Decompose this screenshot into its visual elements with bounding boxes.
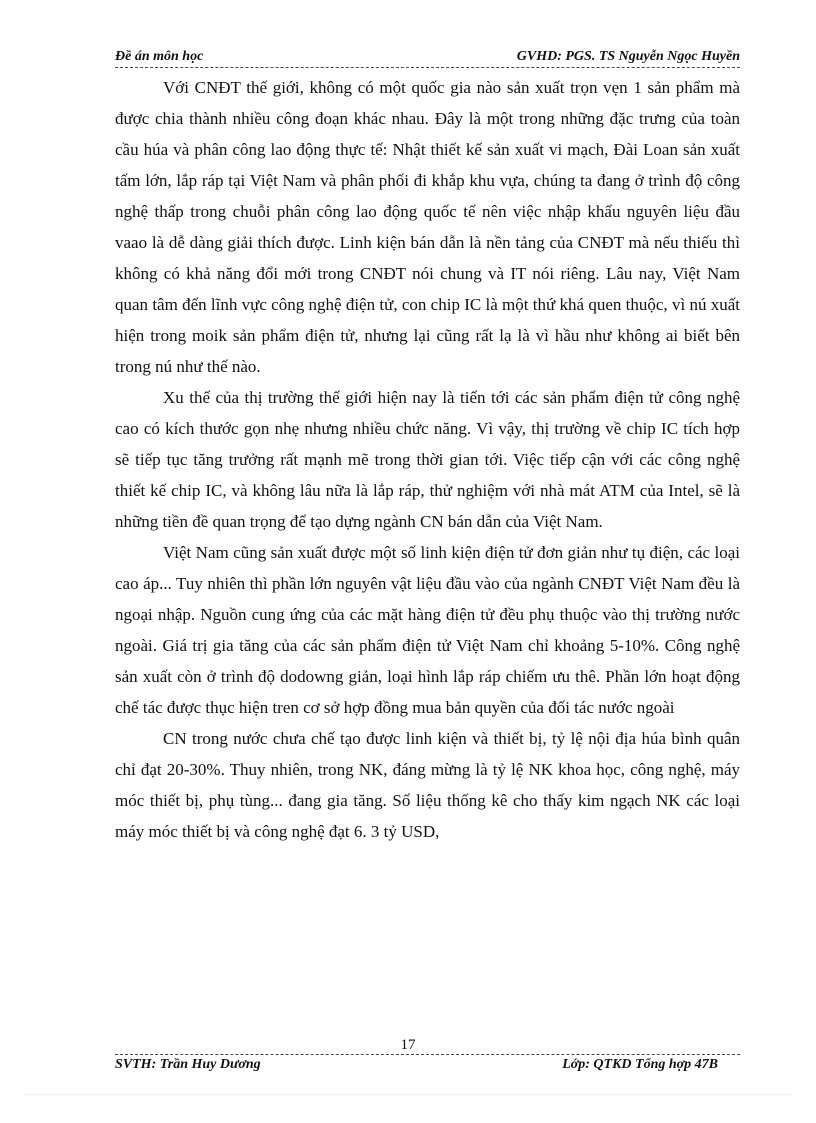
paragraph-1: Với CNĐT thế giới, không có một quốc gia nào sản xuất trọn vẹn 1 sản phẩm mà được chia thành nhiều công đoạn khác nhau. Đây là một trong những đặc trưng của toàn cầu húa và phân công lao động thực tế: Nhật thiết kế sản xuất vi mạch, Đài Loan sản xuất tấm lớn, lắp ráp tại Việt Nam và phân phối đi khắp khu vựa, chúng ta đang ở trình độ công nghệ thấp trong chuỗi phân công lao động quốc tế nên việc nhập khẩu nguyên liệu đầu vaao là dễ dàng giải thích được. Linh kiện bán dẫn là nền tảng của CNĐT mà nếu thiếu thì không có khả năng đổi mới trong CNĐT nói chung và IT nói riêng. Lâu nay, Việt Nam quan tâm đến lĩnh vực công nghệ điện tử, con chip IC là một thứ khá quen thuộc, vì nú xuất hiện trong moik sản phẩm điện tử, nhưng lại cũng rất lạ là vì hầu như không ai biết bên trong nú như thế nào.: [115, 78, 740, 376]
footer-class: Lớp: QTKD Tổng hợp 47B: [562, 1057, 718, 1072]
paragraph-4: CN trong nước chưa chế tạo được linh kiện và thiết bị, tỷ lệ nội địa húa bình quân chỉ đạt 20-30%. Thuy nhiên, trong NK, đáng mừng là tỷ lệ NK khoa học, công nghệ, máy móc thiết bị, phụ tùng... đang gia tăng. Số liệu thống kê cho thấy kim ngạch NK các loại máy móc thiết bị và công nghệ đạt 6. 3 tỷ USD,: [115, 729, 740, 841]
header-supervisor: GVHD: PGS. TS Nguyễn Ngọc Huyền: [516, 49, 740, 64]
header-course-title: Đề án môn học: [115, 49, 204, 64]
paragraph-2: Xu thế của thị trường thế giới hiện nay là tiến tới các sản phẩm điện tử công nghệ cao có kích thước gọn nhẹ nhưng nhiều chức năng. Vì vậy, thị trường về chip IC tích hợp sẽ tiếp tục tăng trưởng rất mạnh mẽ trong thời gian tới. Việc tiếp cận với các công nghệ thiết kế chip IC, và không lâu nữa là lắp ráp, thử nghiệm với nhà mát ATM của Intel, sẽ là những tiền đề quan trọng để tạo dựng ngành CN bán dẫn của Việt Nam.: [115, 388, 740, 531]
document-body: [115, 72, 740, 847]
page-number: 17: [400, 1037, 416, 1053]
page-bottom-edge: [25, 1094, 791, 1095]
header-divider: [115, 67, 740, 68]
footer-divider: [115, 1054, 740, 1055]
paragraph-3: Việt Nam cũng sản xuất được một số linh kiện điện tử đơn giản như tụ điện, các loại cao áp... Tuy nhiên thì phần lớn nguyên vật liệu đầu vào của ngành CNĐT Việt Nam đều là ngoại nhập. Nguồn cung ứng của các mặt hàng điện tử đều phụ thuộc vào thị trường nước ngoài. Giá trị gia tăng của các sản phẩm điện tử Việt Nam chỉ khoảng 5-10%. Công nghệ sản xuất còn ở trình độ dodowng giản, loại hình lắp ráp chiếm ưu thê. Phần lớn hoạt động chế tác được thục hiện tren cơ sở hợp đồng mua bản quyền của đối tác nước ngoài: [115, 543, 740, 717]
page-header: [115, 49, 740, 69]
footer-student: SVTH: Trần Huy Dương: [115, 1057, 261, 1072]
page-footer: [115, 1057, 740, 1077]
